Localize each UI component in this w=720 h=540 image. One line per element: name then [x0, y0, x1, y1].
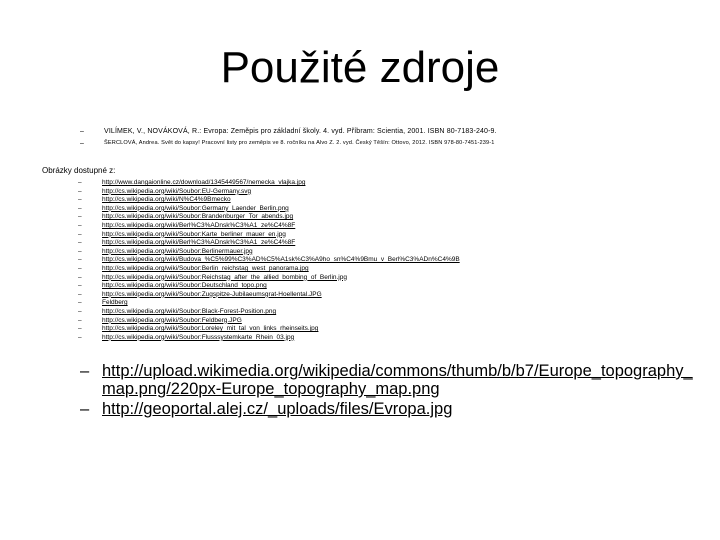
bullet-dash: – — [78, 187, 82, 195]
bullet-dash: – — [78, 204, 82, 212]
main-link-item — [80, 362, 700, 398]
image-link-item — [78, 248, 688, 257]
references-list — [80, 126, 700, 150]
image-link-item — [78, 231, 688, 240]
bullet-dash: – — [80, 400, 90, 418]
main-link-item — [80, 400, 700, 418]
image-link[interactable]: http://cs.wikipedia.org/wiki/Soubor:Berlinermauer.jpg — [102, 247, 253, 255]
main-links-list — [80, 362, 700, 420]
image-link[interactable]: http://cs.wikipedia.org/wiki/Soubor:Zugspitze-Jubilaeumsgrat-Hoellental.JPG — [102, 290, 322, 298]
image-link-item — [78, 222, 688, 231]
bullet-dash: – — [78, 247, 82, 255]
image-links-list — [78, 179, 688, 342]
image-link[interactable]: http://cs.wikipedia.org/wiki/Soubor:Flusssystemkarte_Rhein_03.jpg — [102, 333, 295, 341]
image-link-item — [78, 239, 688, 248]
image-link-item — [78, 299, 688, 308]
image-link[interactable]: http://cs.wikipedia.org/wiki/Soubor:EU-Germany.svg — [102, 187, 252, 195]
page-title: Použité zdroje — [220, 43, 500, 92]
image-link[interactable]: http://cs.wikipedia.org/wiki/Soubor:Feldberg.JPG — [102, 316, 242, 324]
bullet-dash: – — [78, 333, 82, 341]
main-link[interactable]: http://geoportal.alej.cz/_uploads/files/Evropa.jpg — [102, 400, 453, 418]
image-link-item — [78, 274, 688, 283]
image-link[interactable]: http://www.dangaionline.cz/download/1345449567/nemecka_vlajka.jpg — [102, 179, 306, 186]
image-link-item — [78, 334, 688, 343]
image-link-item — [78, 308, 688, 317]
bullet-dash: – — [80, 140, 85, 147]
image-link[interactable]: http://cs.wikipedia.org/wiki/Soubor:Germany_Laender_Berlin.png — [102, 204, 289, 212]
reference-item — [80, 126, 700, 137]
image-link-item — [78, 213, 688, 222]
bullet-dash: – — [78, 256, 82, 264]
bullet-dash: – — [78, 273, 82, 281]
image-link-item — [78, 188, 688, 197]
image-link[interactable]: http://cs.wikipedia.org/wiki/Berl%C3%ADnsk%C3%A1_ze%C4%8F — [102, 239, 296, 247]
image-link-item — [78, 317, 688, 326]
images-heading: Obrázky dostupné z: — [42, 166, 116, 175]
bullet-dash: – — [78, 239, 82, 247]
main-link[interactable]: http://upload.wikimedia.org/wikipedia/commons/thumb/b/b7/Europe_topography_map.png/220px-Europe_topography_map.png — [102, 362, 693, 398]
image-link[interactable]: http://cs.wikipedia.org/wiki/N%C4%9Bmecko — [102, 196, 231, 204]
image-link-item — [78, 205, 688, 214]
reference-text: VILÍMEK, V., NOVÁKOVÁ, R.: Evropa: Zeměpis pro základní školy. 4. vyd. Příbram: Scientia, 2001. ISBN 80-7183-240-9. — [104, 128, 497, 135]
image-link[interactable]: http://cs.wikipedia.org/wiki/Soubor:Brandenburger_Tor_abends.jpg — [102, 213, 294, 221]
bullet-dash: – — [78, 179, 82, 186]
bullet-dash: – — [80, 128, 85, 135]
bullet-dash: – — [78, 264, 82, 272]
bullet-dash: – — [78, 307, 82, 315]
reference-item — [80, 138, 700, 149]
image-link-item — [78, 196, 688, 205]
image-link-item — [78, 265, 688, 274]
image-link-item — [78, 179, 688, 188]
bullet-dash: – — [78, 213, 82, 221]
reference-text: ŠERCLOVÁ, Andrea. Svět do kapsy! Pracovní listy pro zeměpis ve 8. ročníku na Alvo Z. 2. vyd. Český Těšín: Ottovo, 2012. ISBN 978-80-7451-239-1 — [104, 140, 495, 146]
image-link[interactable]: Feldberg — [102, 299, 128, 307]
image-link-item — [78, 256, 688, 265]
image-link-item — [78, 325, 688, 334]
bullet-dash: – — [78, 230, 82, 238]
image-link[interactable]: http://cs.wikipedia.org/wiki/Soubor:Loreley_mit_tal_von_links_rheinseits.jpg — [102, 325, 319, 333]
image-link-item — [78, 282, 688, 291]
bullet-dash: – — [78, 299, 82, 307]
bullet-dash: – — [78, 325, 82, 333]
image-link[interactable]: http://cs.wikipedia.org/wiki/Soubor:Deutschland_topo.png — [102, 282, 267, 290]
bullet-dash: – — [78, 316, 82, 324]
bullet-dash: – — [80, 362, 90, 380]
bullet-dash: – — [78, 196, 82, 204]
image-link[interactable]: http://cs.wikipedia.org/wiki/Soubor:Black-Forest-Position.png — [102, 307, 277, 315]
image-link[interactable]: http://cs.wikipedia.org/wiki/Soubor:Karte_berliner_mauer_en.jpg — [102, 230, 286, 238]
image-link[interactable]: http://cs.wikipedia.org/wiki/Budova_%C5%99%C3%AD%C5%A1sk%C3%A9ho_sn%C4%9Bmu_v_Berl%C3%ADn%C4%9B — [102, 256, 460, 264]
bullet-dash: – — [78, 221, 82, 229]
image-link-item — [78, 291, 688, 300]
image-link[interactable]: http://cs.wikipedia.org/wiki/Berl%C3%ADnsk%C3%A1_ze%C4%8F — [102, 221, 296, 229]
image-link[interactable]: http://cs.wikipedia.org/wiki/Soubor:Reichstag_after_the_allied_bombing_of_Berlin.jpg — [102, 273, 347, 281]
image-link[interactable]: http://cs.wikipedia.org/wiki/Soubor:Berlin_reichstag_west_panorama.jpg — [102, 264, 309, 272]
bullet-dash: – — [78, 282, 82, 290]
bullet-dash: – — [78, 290, 82, 298]
